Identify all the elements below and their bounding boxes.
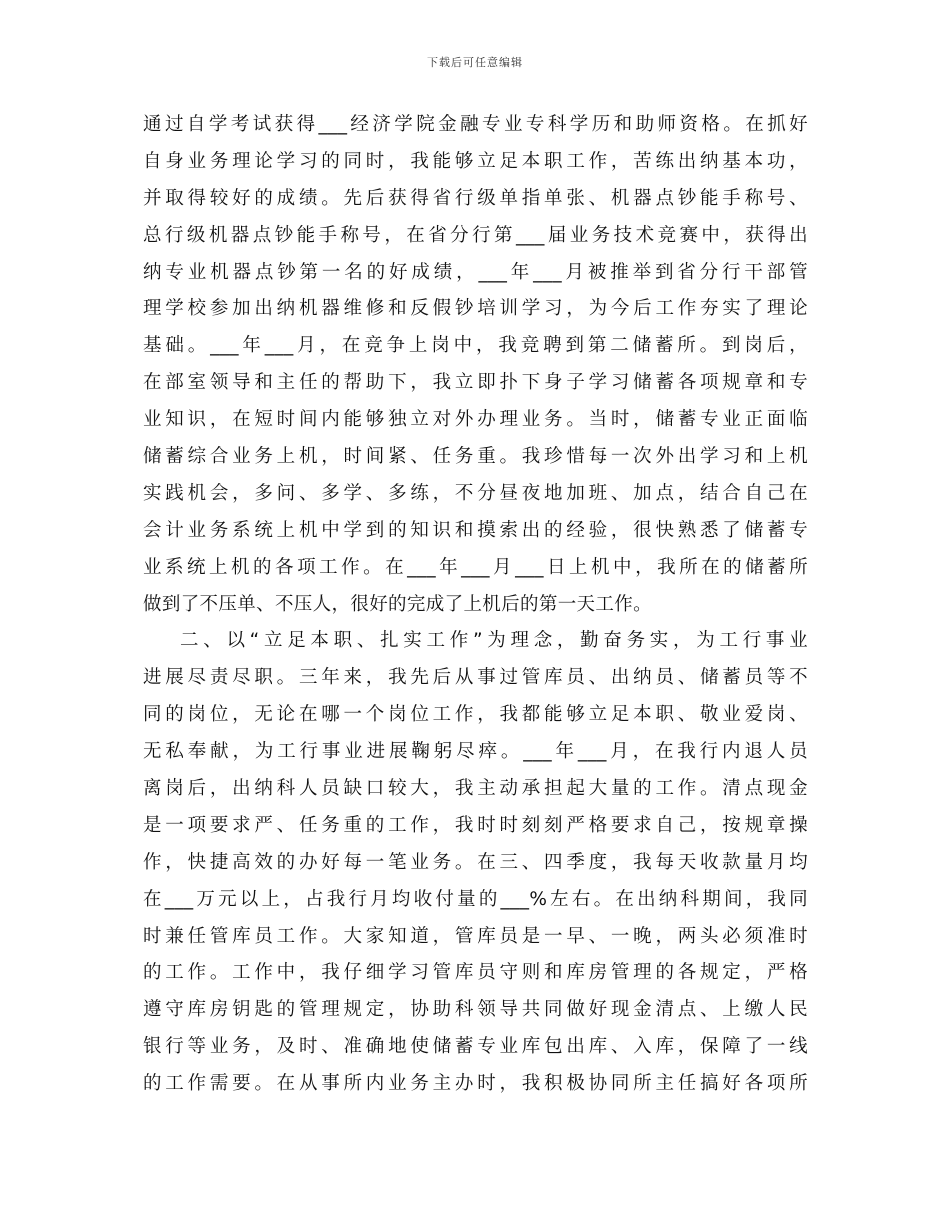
text-line: 总行级机器点钞能手称号，在省分行第___届业务技术竞赛中，获得出 [143, 224, 808, 246]
text-line: 自身业务理论学习的同时，我能够立足本职工作，苦练出纳基本功， [143, 150, 808, 172]
text-line: 在部室领导和主任的帮助下，我立即扑下身子学习储蓄各项规章和专 [143, 372, 808, 394]
text-line: 理学校参加出纳机器维修和反假钞培训学习，为今后工作夯实了理论 [143, 298, 808, 320]
text-line: 实践机会，多问、多学、多练，不分昼夜地加班、加点，结合自己在 [143, 482, 808, 504]
text-line: 时兼任管库员工作。大家知道，管库员是一早、一晚，两头必须准时 [143, 925, 808, 947]
text-line: 做到了不压单、不压人，很好的完成了上机后的第一天工作。 [143, 593, 652, 615]
text-line: 并取得较好的成绩。先后获得省行级单指单张、机器点钞能手称号、 [143, 187, 808, 209]
text-line: 无私奉献，为工行事业进展鞠躬尽瘁。___年___月，在我行内退人员 [143, 741, 808, 763]
text-line: 银行等业务，及时、准确地使储蓄专业库包出库、入库，保障了一线 [143, 1036, 808, 1058]
text-line: 进展尽责尽职。三年来，我先后从事过管库员、出纳员、储蓄员等不 [143, 667, 808, 689]
text-line: 同的岗位，无论在哪一个岗位工作，我都能够立足本职、敬业爱岗、 [143, 704, 808, 726]
page-header: 下载后可任意编辑 [427, 56, 523, 69]
text-line: 业知识，在短时间内能够独立对外办理业务。当时，储蓄专业正面临 [143, 409, 808, 431]
text-line: 遵守库房钥匙的管理规定，协助科领导共同做好现金清点、上缴人民 [143, 999, 808, 1021]
text-line: 的工作需要。在从事所内业务主办时，我积极协同所主任搞好各项所 [143, 1073, 808, 1095]
text-line: 在___万元以上，占我行月均收付量的___%左右。在出纳科期间，我同 [143, 888, 808, 910]
text-line: 纳专业机器点钞第一名的好成绩，___年___月被推举到省分行干部管 [143, 261, 808, 283]
body-text [143, 107, 808, 1103]
text-line: 二、以“立足本职、扎实工作”为理念，勤奋务实，为工行事业 [180, 630, 808, 652]
text-line: 作，快捷高效的办好每一笔业务。在三、四季度，我每天收款量月均 [143, 851, 808, 873]
text-line: 会计业务系统上机中学到的知识和摸索出的经验，很快熟悉了储蓄专 [143, 519, 808, 541]
text-line: 通过自学考试获得___经济学院金融专业专科学历和助师资格。在抓好 [143, 114, 808, 135]
text-line: 储蓄综合业务上机，时间紧、任务重。我珍惜每一次外出学习和上机 [143, 446, 808, 468]
text-line: 的工作。工作中，我仔细学习管库员守则和库房管理的各规定，严格 [143, 962, 808, 984]
text-line: 离岗后，出纳科人员缺口较大，我主动承担起大量的工作。清点现金 [143, 778, 808, 800]
text-line: 是一项要求严、任务重的工作，我时时刻刻严格要求自己，按规章操 [143, 814, 808, 836]
text-line: 业系统上机的各项工作。在___年___月___日上机中，我所在的储蓄所 [143, 556, 808, 578]
text-line: 基础。___年___月，在竞争上岗中，我竞聘到第二储蓄所。到岗后， [143, 335, 808, 357]
